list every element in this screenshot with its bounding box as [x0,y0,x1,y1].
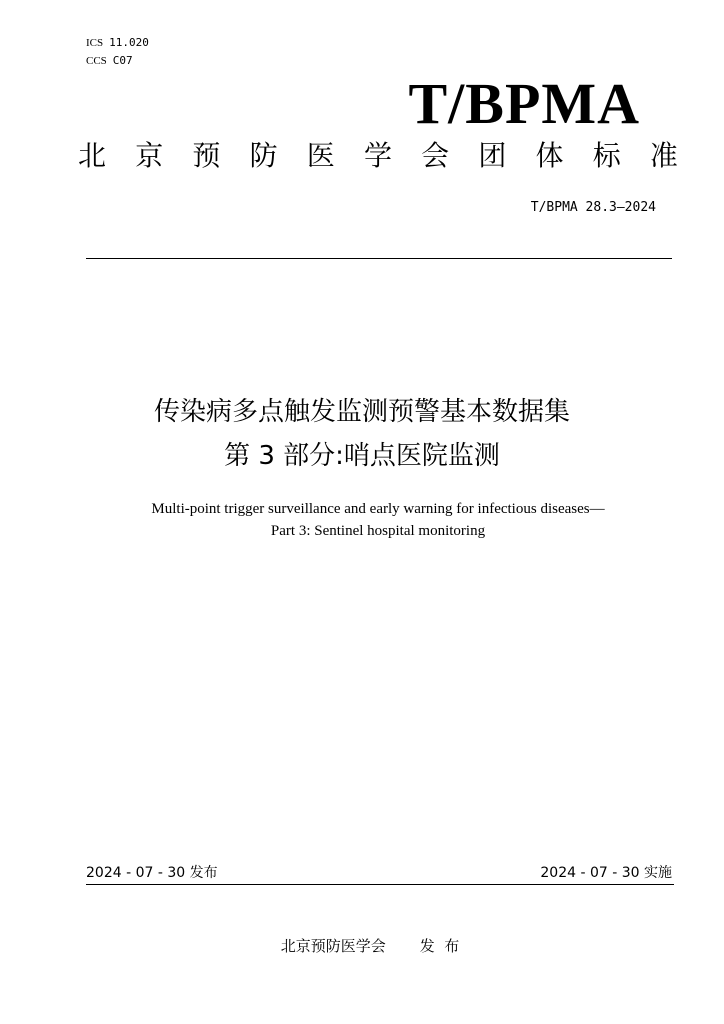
org-title-char: 准 [649,139,678,172]
org-title-char: 预 [192,139,221,172]
ccs-line [86,54,133,68]
ics-line [86,36,149,50]
publisher-action: 发 布 [419,937,460,955]
ccs-code: C07 [112,54,133,67]
org-title-char: 标 [592,139,621,172]
title-en-line2: Part 3: Sentinel hospital monitoring [270,523,486,539]
org-title-char: 会 [421,139,450,172]
title-cn-line2: 第 3 部分:哨点医院监测 [224,441,500,471]
publisher-org: 北京预防医学会 [280,937,386,955]
publisher [0,936,724,956]
ics-label: ICS [86,37,104,49]
organization-title [78,138,678,174]
issue-date: 2024 - 07 - 30 发布 [86,865,218,881]
org-title-char: 团 [478,139,507,172]
title-cn-line1: 传染病多点触发监测预警基本数据集 [153,397,570,427]
ccs-label: CCS [86,55,107,67]
org-title-char: 体 [535,139,564,172]
org-title-char: 防 [249,139,278,172]
standard-number: T/BPMA 28.3—2024 [530,200,656,215]
ics-code: 11.020 [109,36,149,49]
standard-logo: T/BPMA [408,71,640,136]
implement-date: 2024 - 07 - 30 实施 [540,865,672,881]
org-title-char: 北 [78,139,107,172]
org-title-char: 京 [135,139,164,172]
footer-divider [86,884,674,885]
title-en-line1: Multi-point trigger surveillance and early warning for infectious diseases— [151,501,605,517]
org-title-char: 医 [306,139,335,172]
header-divider [86,258,672,259]
org-title-char: 学 [363,139,392,172]
